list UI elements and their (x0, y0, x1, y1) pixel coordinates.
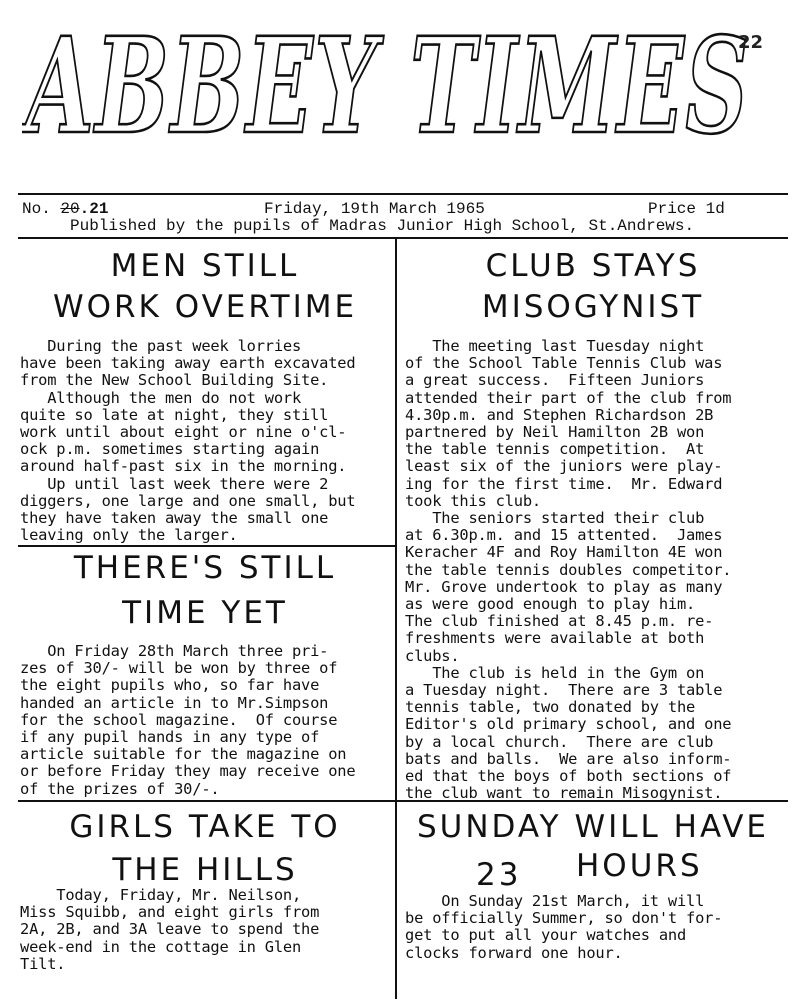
publisher-line: Published by the pupils of Madras Junior High School, St.Andrews. (70, 217, 695, 235)
issue-date: Friday, 19th March 1965 (264, 200, 485, 218)
headline-sunday-will-have: SUNDAY WILL HAVE (417, 809, 769, 845)
masthead (22, 10, 762, 160)
headline-work-overtime: WORK OVERTIME (52, 289, 358, 325)
issue-number (22, 201, 108, 218)
article-sunday-hours-body: On Sunday 21st March, it will be officially Summer, so don't for- get to put all your watches and clocks forward one hour. (405, 892, 723, 962)
headline-the-hills: THE HILLS (112, 852, 298, 888)
masthead-title: ABBEY TIMES (22, 10, 750, 160)
headline-misogynist: MISOGYNIST (481, 289, 705, 325)
column-divider (395, 239, 397, 999)
issue-number-label: No. (22, 200, 51, 218)
headline-club-stays: CLUB STAYS (485, 248, 701, 284)
headline-men-still: MEN STILL (110, 248, 300, 284)
issue-number-value: .21 (79, 200, 109, 218)
headline-theres-still: THERE'S STILL (73, 550, 337, 586)
headline-hours: HOURS (576, 848, 703, 884)
article-men-still-body: During the past week lorries have been taking away earth excavated from the New School Building Site. Although the men do not work quite so late at night, they still work until about eight or nine o'cl- ock p.m. sometimes starting again around half-past six in the morning. Up until last week there were 2 diggers, one large and one small, but they have taken away the small one leaving only the larger. (20, 337, 356, 545)
issue-price: Price 1d (648, 200, 725, 218)
headline-23: 23 (476, 857, 522, 893)
header-rule-top (18, 193, 788, 195)
header-rule-bottom (18, 237, 788, 239)
article-still-time-body: On Friday 28th March three pri- zes of 30/- will be won by three of the eight pupils who, so far have handed an article in to Mr.Simpson for the school magazine. Of course if any pupil hands in any type of article suitable for the magazine on or before Friday they may receive one of the prizes of 30/-. (20, 642, 356, 798)
page-number: 22 (738, 32, 764, 53)
left-section-rule-1 (18, 545, 397, 547)
article-club-stays-body: The meeting last Tuesday night of the School Table Tennis Club was a great success. Fifteen Juniors attended their part of the club from 4.30p.m. and Stephen Richardson 2B partnered by Neil Hamilton 2B won the table tennis competition. At least six of the juniors were play- ing for the first time. Mr. Edward took this club. The seniors started their club at 6.30p.m. and 15 attented. James Keracher 4F and Roy Hamilton 4E won the table tennis doubles competitor. Mr. Grove undertook to play as many as were good enough to play him. The club finished at 8.45 p.m. re- freshments were available at both clubs. The club is held in the Gym on a Tuesday night. There are 3 table tennis table, two donated by the Editor's old primary school, and one by a local church. There are club bats and balls. We are also inform- ed that the boys of both sections of the club want to remain Misogynist. (405, 337, 732, 803)
article-girls-hills-body: Today, Friday, Mr. Neilson, Miss Squibb, and eight girls from 2A, 2B, and 3A leave to spend the week-end in the cottage in Glen Tilt. (20, 886, 320, 973)
headline-time-yet: TIME YET (122, 595, 288, 631)
headline-girls-take-to: GIRLS TAKE TO (69, 809, 341, 845)
issue-number-struck: 20 (60, 200, 80, 218)
